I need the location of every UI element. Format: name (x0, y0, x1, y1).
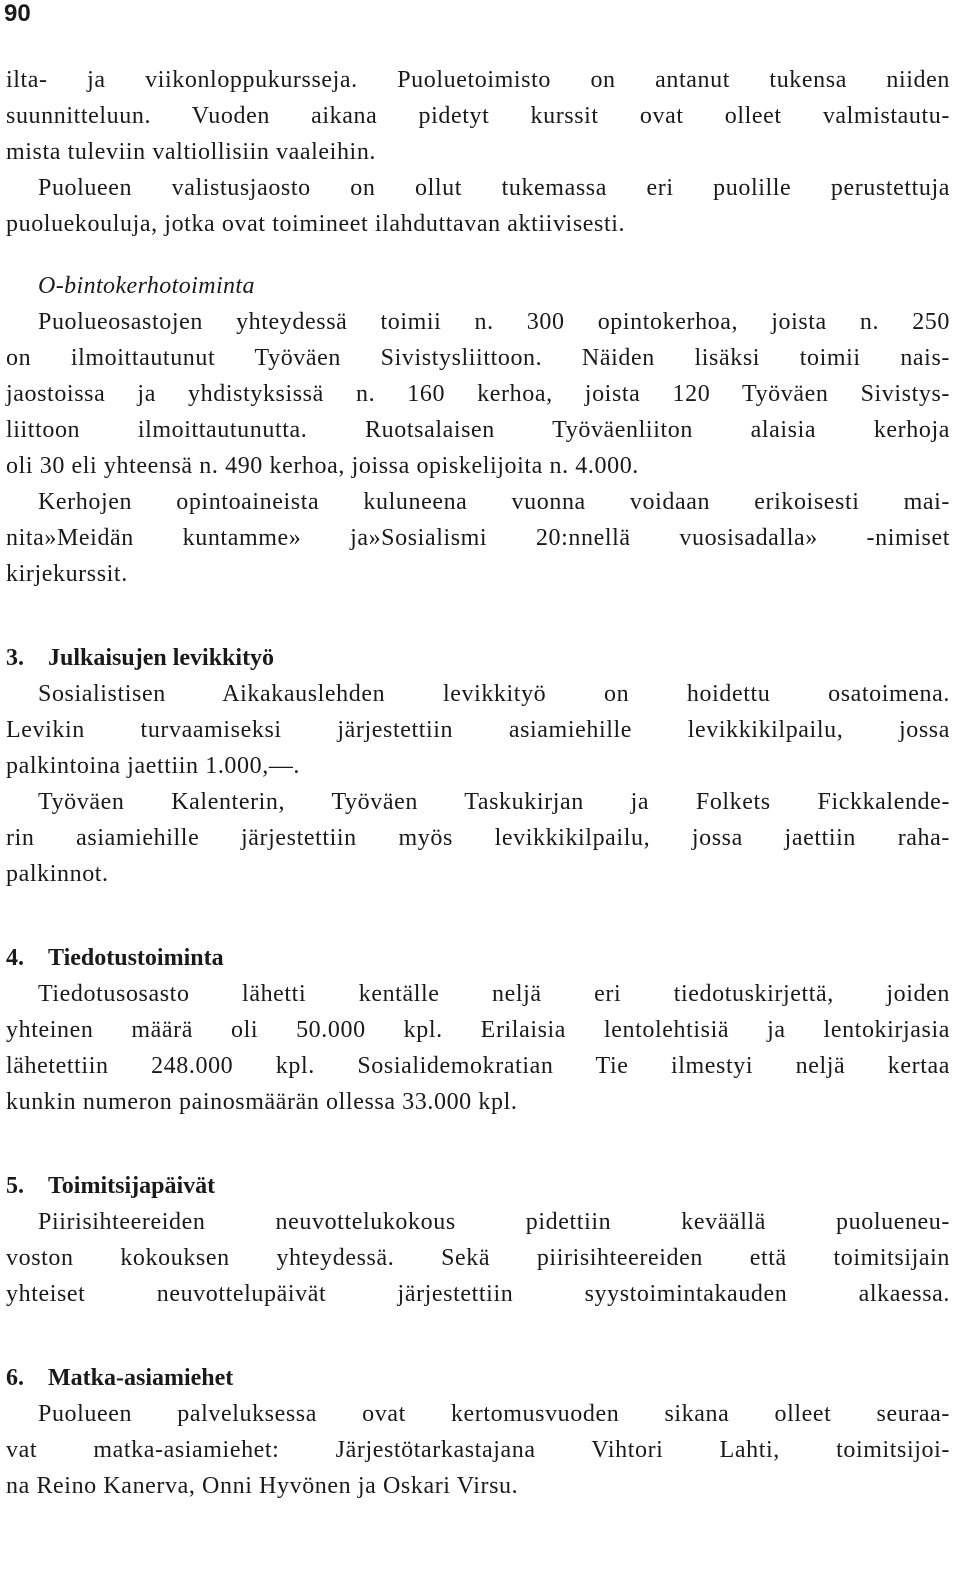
text-line: mista tuleviin valtiollisiin vaaleihin. (6, 139, 377, 165)
text-line: Tiedotusosasto lähetti kentälle neljä eri tiedotuskirjettä, joiden (38, 981, 950, 1007)
text-line: Sosialistisen Aikakauslehden levikkityö on hoidettu osatoimena. (38, 681, 950, 707)
text-line: palkinnot. (6, 861, 109, 887)
text-line: ilta- ja viikonloppukursseja. Puoluetoimisto on antanut tukensa niiden (6, 67, 950, 93)
text-line: on ilmoittautunut Työväen Sivistysliittoon. Näiden lisäksi toimii nais- (6, 345, 950, 371)
section-number: 3. (6, 645, 24, 671)
section-heading (6, 1360, 950, 1396)
subsection-title: O-bintokerhotoiminta (38, 273, 255, 299)
section-information (6, 940, 950, 1120)
section-number: 4. (6, 945, 24, 971)
page-body (6, 62, 950, 1504)
text-line: kirjekurssit. (6, 561, 128, 587)
text-line: jaostoissa ja yhdistyksissä n. 160 kerhoa, joista 120 Työväen Sivistys- (6, 381, 950, 407)
text-line: vat matka-asiamiehet: Järjestötarkastajana Vihtori Lahti, toimitsijoi- (6, 1437, 950, 1463)
section-publications (6, 640, 950, 892)
section-title: Matka-asiamiehet (48, 1365, 234, 1391)
page-number: 90 (4, 0, 31, 27)
text-line: suunnitteluun. Vuoden aikana pidetyt kurssit ovat olleet valmistautu- (6, 103, 950, 129)
text-line: Työväen Kalenterin, Työväen Taskukirjan ja Folkets Fickkalende- (38, 789, 950, 815)
text-line: yhteiset neuvottelupäivät järjestettiin syystoimintakauden alkaessa. (6, 1281, 950, 1307)
text-line: rin asiamiehille järjestettiin myös levikkikilpailu, jossa jaettiin raha- (6, 825, 950, 851)
section-title: Toimitsijapäivät (48, 1173, 216, 1199)
text-line: yhteinen määrä oli 50.000 kpl. Erilaisia lentolehtisiä ja lentokirjasia (6, 1017, 950, 1043)
text-line: palkintoina jaettiin 1.000,—. (6, 753, 301, 779)
text-line: Levikin turvaamiseksi järjestettiin asiamiehille levikkikilpailu, jossa (6, 717, 950, 743)
spacer (6, 1120, 950, 1168)
text-line: kunkin numeron painosmäärän ollessa 33.000 kpl. (6, 1089, 518, 1115)
text-line: Piirisihteereiden neuvottelukokous pidettiin keväällä puolueneu- (38, 1209, 950, 1235)
text-line: nita»Meidän kuntamme» ja»Sosialismi 20:nnellä vuosisadalla» -nimiset (6, 525, 950, 551)
text-line: Puolueen valistusjaosto on ollut tukemassa eri puolille perustettuja (38, 175, 950, 201)
section-title: Tiedotustoiminta (48, 945, 224, 971)
section-number: 6. (6, 1365, 24, 1391)
section-travel-agents (6, 1360, 950, 1504)
text-line: Puolueen palveluksessa ovat kertomusvuoden sikana olleet seuraa- (38, 1401, 950, 1427)
section-heading (6, 640, 950, 676)
section-heading (6, 940, 950, 976)
text-line: lähetettiin 248.000 kpl. Sosialidemokratian Tie ilmestyi neljä kertaa (6, 1053, 950, 1079)
text-line: oli 30 eli yhteensä n. 490 kerhoa, joissa opiskelijoita n. 4.000. (6, 453, 639, 479)
spacer (6, 1312, 950, 1360)
paragraph-party-schools (6, 170, 950, 242)
text-line: liittoon ilmoittautunutta. Ruotsalaisen Työväenliiton alaisia kerhoja (6, 417, 950, 443)
section-heading (6, 1168, 950, 1204)
spacer (6, 892, 950, 940)
text-line: Puolueosastojen yhteydessä toimii n. 300 opintokerhoa, joista n. 250 (38, 309, 950, 335)
section-title: Julkaisujen levikkityö (48, 645, 275, 671)
spacer (6, 242, 950, 268)
section-study-circles (6, 268, 950, 592)
text-line: na Reino Kanerva, Onni Hyvönen ja Oskari Virsu. (6, 1473, 519, 1499)
text-line: voston kokouksen yhteydessä. Sekä piirisihteereiden että toimitsijain (6, 1245, 950, 1271)
spacer (6, 592, 950, 640)
section-official-days (6, 1168, 950, 1312)
text-line: puoluekouluja, jotka ovat toimineet ilahduttavan aktiivisesti. (6, 211, 626, 237)
paragraph-courses (6, 62, 950, 170)
text-line: Kerhojen opintoaineista kuluneena vuonna voidaan erikoisesti mai- (38, 489, 950, 515)
section-number: 5. (6, 1173, 24, 1199)
